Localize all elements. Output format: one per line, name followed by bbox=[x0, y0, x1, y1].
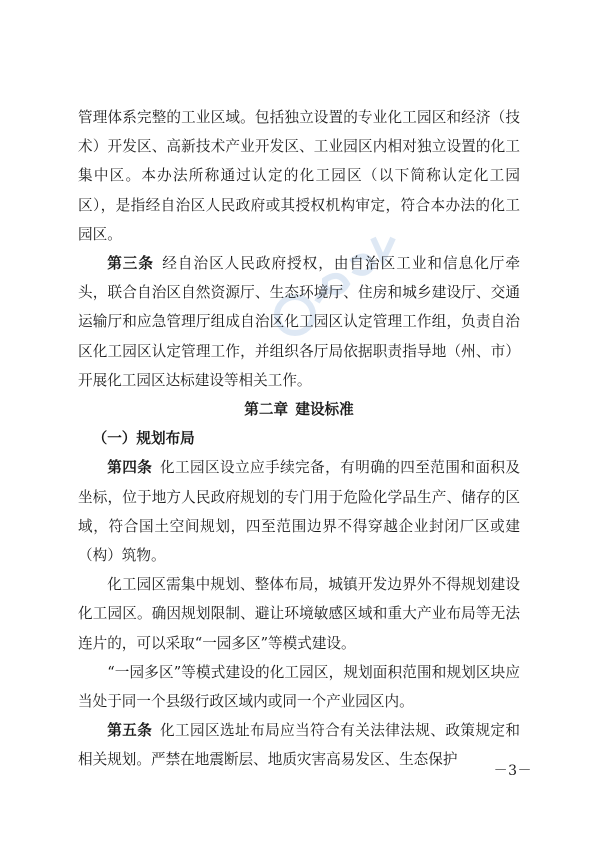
chapter-title: 建设标准 bbox=[295, 401, 354, 419]
article-3-text: 经自治区人民政府授权，由自治区工业和信息化厅牵头，联合自治区自然资源厅、生态环境厅、住房和城乡建设厅、交通运输厅和应急管理厅组成自治区化工园区认定管理工作组，负责自治区化工园区认定管理工作，并组织各厅局依据职责指导地（州、市）开展化工园区达标建设等相关工作。 bbox=[78, 255, 520, 389]
article-4-paragraph-3: “一园多区”等模式建设的化工园区，规划面积范围和规划区块应当处于同一个县级行政区域内或同一个产业园区内。 bbox=[78, 663, 520, 711]
article-3-label: 第三条 bbox=[107, 255, 154, 273]
paragraph-continued: 管理体系完整的工业区域。包括独立设置的专业化工园区和经济（技术）开发区、高新技术产业开发区、工业园区内相对独立设置的化工集中区。本办法所称通过认定的化工园区（以下简称认定化工园区），是指经自治区人民政府或其授权机构审定，符合本办法的化工园区。 bbox=[78, 109, 520, 243]
article-4-text: 化工园区设立应手续完备，有明确的四至范围和面积及坐标，位于地方人民政府规划的专门用于危险化学品生产、储存的区域，符合国土空间规划，四至范围边界不得穿越企业封闭厂区或建（构）筑物。 bbox=[78, 459, 520, 565]
article-5 bbox=[78, 716, 520, 774]
page-number: －3－ bbox=[493, 763, 532, 779]
article-4-label: 第四条 bbox=[107, 459, 153, 477]
document-body bbox=[78, 103, 520, 775]
article-4 bbox=[78, 453, 520, 570]
article-5-text: 化工园区选址布局应当符合有关法律法规、政策规定和相关规划。严禁在地震断层、地质灾害高易发区、生态保护 bbox=[78, 722, 520, 769]
article-4-paragraph-2: 化工园区需集中规划、整体布局，城镇开发边界外不得规划建设化工园区。确因规划限制、避让环境敏感区域和重大产业布局等无法连片的，可以采取“一园多区”等模式建设。 bbox=[78, 576, 520, 652]
chapter-heading bbox=[78, 395, 520, 424]
section-heading: （一）规划布局 bbox=[92, 430, 195, 448]
article-3 bbox=[78, 249, 520, 395]
article-5-label: 第五条 bbox=[107, 722, 153, 740]
chapter-number: 第二章 bbox=[244, 401, 289, 419]
